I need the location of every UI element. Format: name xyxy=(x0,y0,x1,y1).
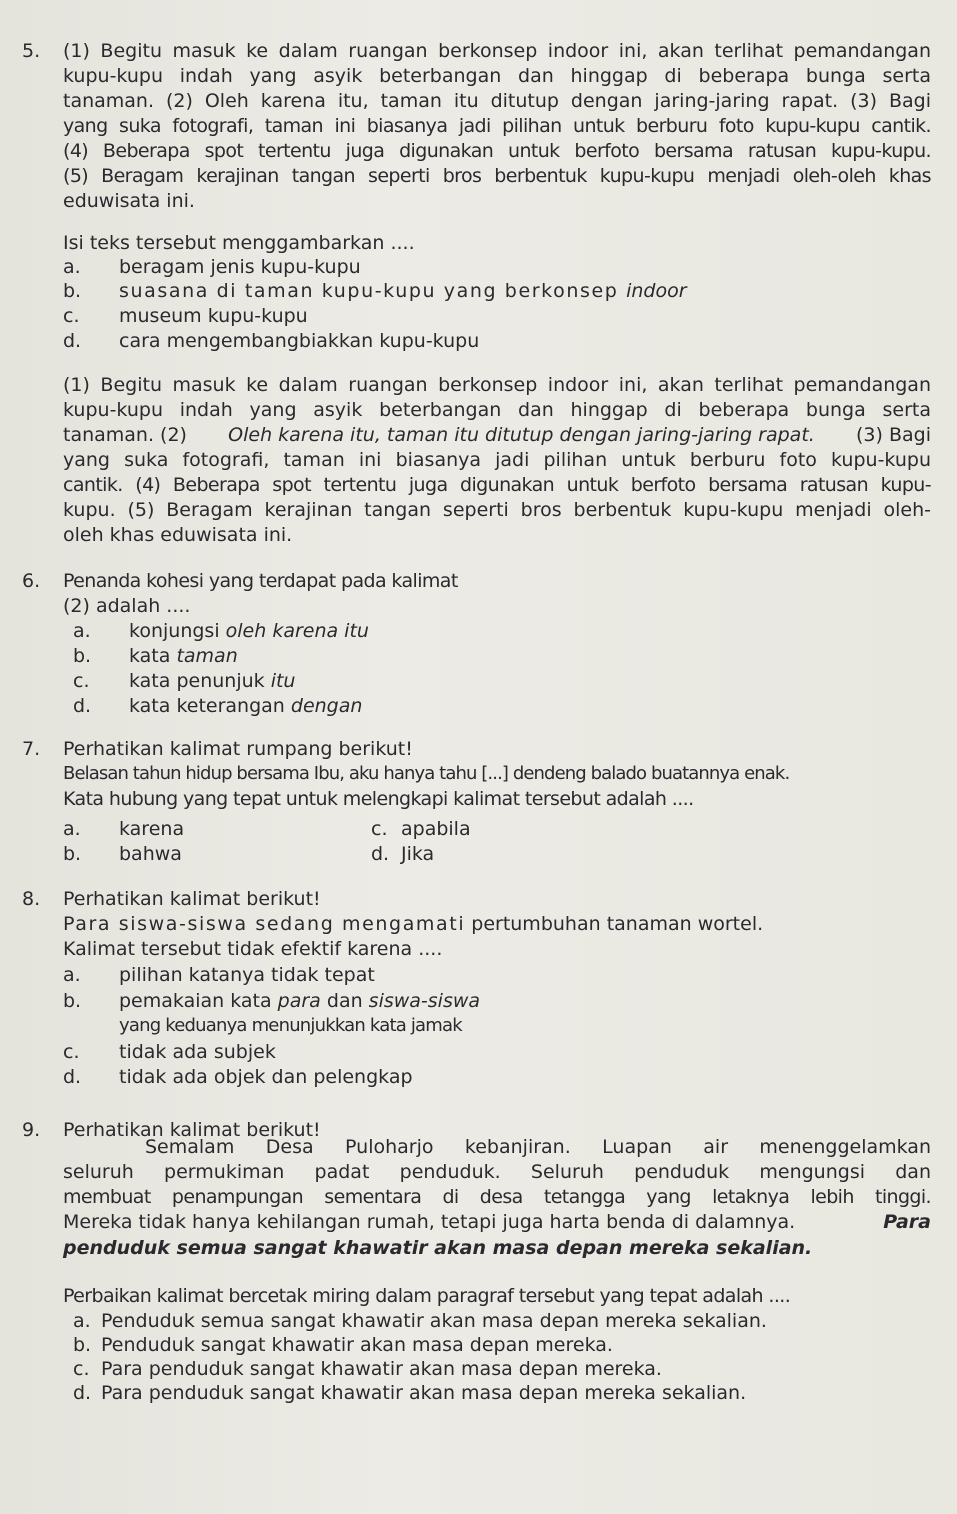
q5-option-b[interactable]: b. suasana di taman kupu-kupu yang berkonsep indoor xyxy=(63,280,687,302)
q5-option-d[interactable]: d. cara mengembangbiakkan kupu-kupu xyxy=(63,330,480,352)
q9-number: 9. xyxy=(22,1119,41,1141)
q8-option-c[interactable]: c. tidak ada subjek xyxy=(63,1041,276,1063)
passage2-line-2: kupu-kupu indah yang asyik beterbangan dan hinggap di beberapa bunga serta xyxy=(63,399,931,421)
passage2-line-5: cantik. (4) Beberapa spot tertentu juga digunakan untuk berfoto bersama ratusan kupu- xyxy=(63,474,931,496)
q8-number: 8. xyxy=(22,888,41,910)
q5-passage-line-5: (4) Beberapa spot tertentu juga digunakan untuk berfoto bersama ratusan kupu-kupu. xyxy=(63,140,931,162)
passage2-line-7: oleh khas eduwisata ini. xyxy=(63,524,293,546)
passage2-line-1: (1) Begitu masuk ke dalam ruangan berkonsep indoor ini, akan terlihat pemandangan xyxy=(63,374,931,396)
passage2-line-4: yang suka fotografi, taman ini biasanya jadi pilihan untuk berburu foto kupu-kupu xyxy=(63,449,931,471)
q8-option-d[interactable]: d. tidak ada objek dan pelengkap xyxy=(63,1066,413,1088)
q6-option-b[interactable]: b. kata taman xyxy=(73,645,238,667)
q8-option-a[interactable]: a. pilihan katanya tidak tepat xyxy=(63,964,375,986)
q5-option-c[interactable]: c. museum kupu-kupu xyxy=(63,305,308,327)
q6-number: 6. xyxy=(22,570,41,592)
passage2-italic-sentence: Oleh karena itu, taman itu ditutup dengan jaring-jaring rapat. xyxy=(228,424,815,446)
q7-option-d[interactable]: d. Jika xyxy=(371,843,435,865)
q9-instruction: Perhatikan kalimat berikut! xyxy=(63,1119,321,1141)
q6-question-line-1: Penanda kohesi yang terdapat pada kalimat xyxy=(63,570,458,592)
q6-question-line-2: (2) adalah .... xyxy=(63,595,191,617)
q9-option-a[interactable]: a. Penduduk semua sangat khawatir akan masa depan mereka sekalian. xyxy=(73,1310,767,1332)
q6-option-c[interactable]: c. kata penunjuk itu xyxy=(73,670,296,692)
q9-option-c[interactable]: c. Para penduduk sangat khawatir akan masa depan mereka. xyxy=(73,1358,662,1380)
q9-paragraph-line-1: Semalam Desa Puloharjo kebanjiran. Luapan air menenggelamkan xyxy=(145,1136,931,1158)
q8-instruction: Perhatikan kalimat berikut! xyxy=(63,888,321,910)
q7-question: Kata hubung yang tepat untuk melengkapi kalimat tersebut adalah .... xyxy=(63,788,694,810)
q8-option-b-line-2: yang keduanya menunjukkan kata jamak xyxy=(119,1015,462,1036)
q7-option-a[interactable]: a. karena xyxy=(63,818,185,840)
q5-passage-line-4: yang suka fotografi, taman ini biasanya jadi pilihan untuk berburu foto kupu-kupu cantik. xyxy=(63,115,931,137)
q5-passage-line-2: kupu-kupu indah yang asyik beterbangan dan hinggap di beberapa bunga serta xyxy=(63,65,931,87)
q9-option-d[interactable]: d. Para penduduk sangat khawatir akan masa depan mereka sekalian. xyxy=(73,1382,747,1404)
q5-option-a[interactable]: a. beragam jenis kupu-kupu xyxy=(63,256,361,278)
q7-sentence: Belasan tahun hidup bersama Ibu, aku hanya tahu [...] dendeng balado buatannya enak. xyxy=(63,763,790,784)
q5-passage-line-1: (1) Begitu masuk ke dalam ruangan berkonsep indoor ini, akan terlihat pemandangan xyxy=(63,40,931,62)
q7-instruction: Perhatikan kalimat rumpang berikut! xyxy=(63,738,413,760)
q9-paragraph-line-3: membuat penampungan sementara di desa tetangga yang letaknya lebih tinggi. xyxy=(63,1186,931,1208)
passage2-line-3: tanaman. (2) Oleh karena itu, taman itu ditutup dengan jaring-jaring rapat. (3) Bagi xyxy=(63,424,931,446)
q5-passage-line-6: (5) Beragam kerajinan tangan seperti bros berbentuk kupu-kupu menjadi oleh-oleh khas xyxy=(63,165,931,187)
q5-passage-line-3: tanaman. (2) Oleh karena itu, taman itu ditutup dengan jaring-jaring rapat. (3) Bagi xyxy=(63,90,931,112)
q5-question: Isi teks tersebut menggambarkan .... xyxy=(63,232,415,254)
q8-sentence: Para siswa-siswa sedang mengamati pertumbuhan tanaman wortel. xyxy=(63,913,764,935)
q9-option-b[interactable]: b. Penduduk sangat khawatir akan masa depan mereka. xyxy=(73,1334,613,1356)
passage2-line-6: kupu. (5) Beragam kerajinan tangan seperti bros berbentuk kupu-kupu menjadi oleh- xyxy=(63,499,931,521)
q7-number: 7. xyxy=(22,738,41,760)
q9-paragraph-line-2: seluruh permukiman padat penduduk. Seluruh penduduk mengungsi dan xyxy=(63,1161,931,1183)
q8-question: Kalimat tersebut tidak efektif karena .... xyxy=(63,938,443,960)
q6-option-a[interactable]: a. konjungsi oleh karena itu xyxy=(73,620,369,642)
q7-option-c[interactable]: c. apabila xyxy=(371,818,471,840)
q9-paragraph-line-4: Mereka tidak hanya kehilangan rumah, tetapi juga harta benda di dalamnya. Para xyxy=(63,1211,931,1233)
q6-option-d[interactable]: d. kata keterangan dengan xyxy=(73,695,363,717)
q9-question: Perbaikan kalimat bercetak miring dalam paragraf tersebut yang tepat adalah .... xyxy=(63,1285,791,1307)
q5-number: 5. xyxy=(22,40,41,62)
q8-option-b[interactable]: b. pemakaian kata para dan siswa-siswa xyxy=(63,990,481,1012)
q5-passage-line-7: eduwisata ini. xyxy=(63,190,195,212)
q9-paragraph-line-5: penduduk semua sangat khawatir akan masa depan mereka sekalian. xyxy=(63,1237,813,1259)
q7-option-b[interactable]: b. bahwa xyxy=(63,843,182,865)
